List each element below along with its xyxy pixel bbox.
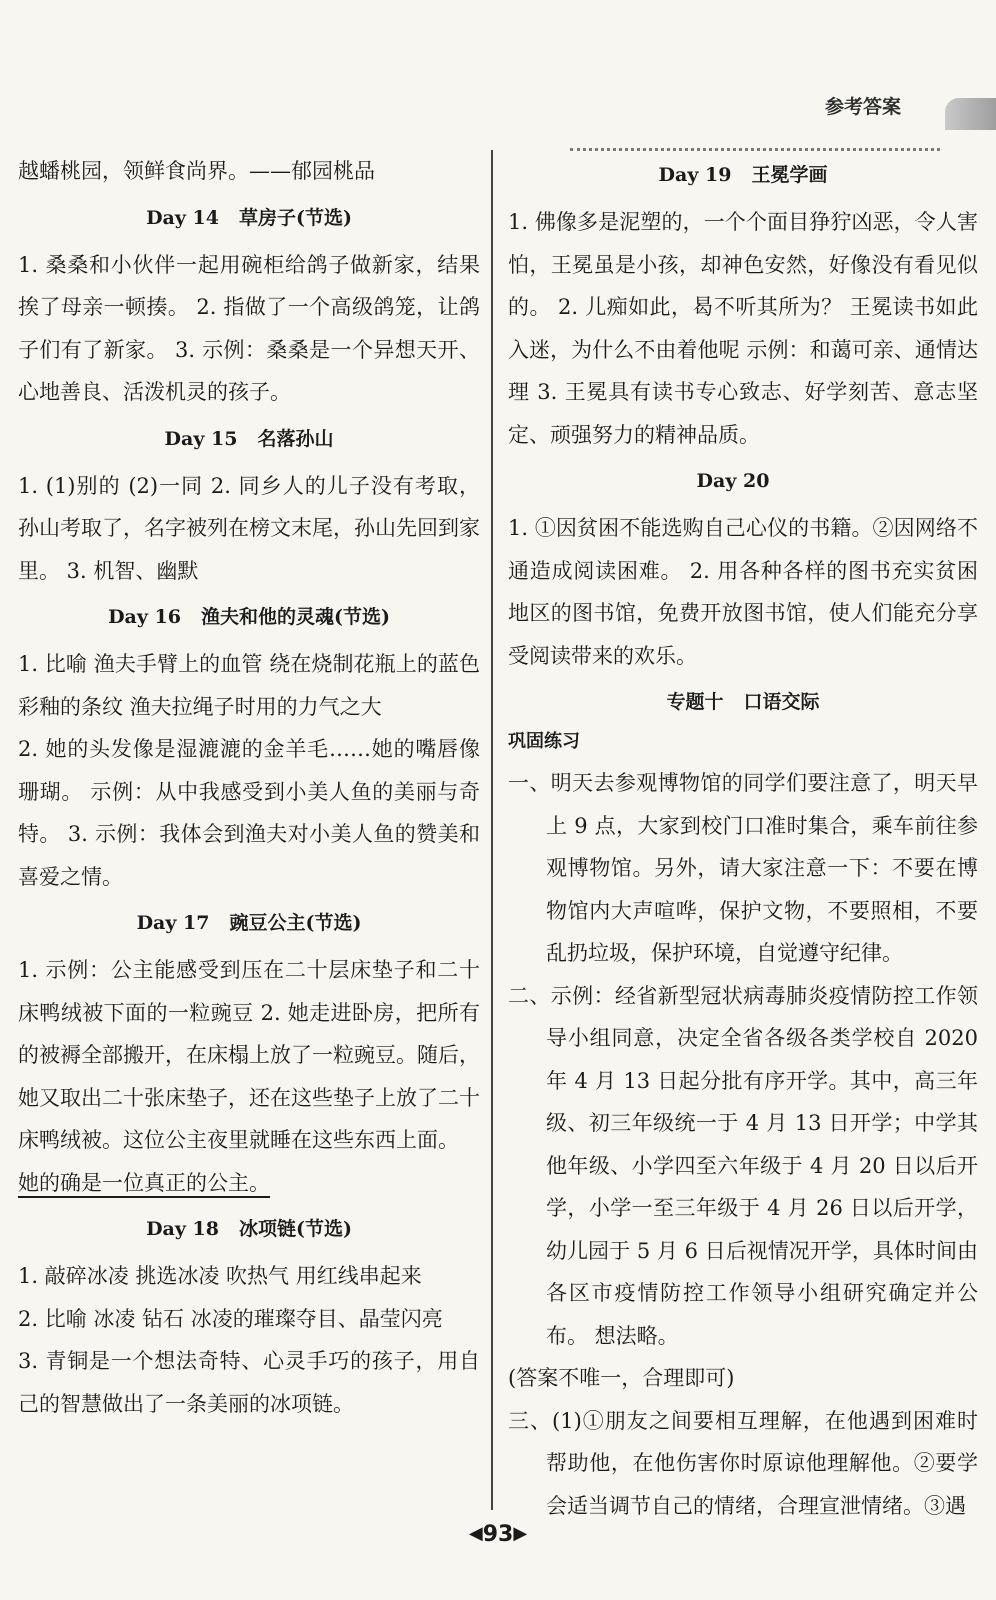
answer-item: 二、示例：经省新型冠状病毒肺炎疫情防控工作领导小组同意，决定全省各级各类学校自 2020 年 4 月 13 日起分批有序开学。其中，高三年级、初三年级统一于 4 月 13 日开学；中学其他年级、小学四至六年级于 4 月 20 日以后开学，小学一至三年级于 4 月 26 日以后开学，幼儿园于 5 月 6 日后视情况开学，具体时间由各区市疫情防控工作领导小组研究确定并公布。 想法略。 bbox=[508, 983, 978, 1348]
left-column bbox=[18, 150, 480, 1425]
section-heading-day19: Day 19 王冕学画 bbox=[658, 164, 828, 186]
answer-paragraph: 1. 桑桑和小伙伴一起用碗柜给鸽子做新家，结果挨了母亲一顿揍。 2. 指做了一个高级鸽笼，让鸽子们有了新家。 3. 示例：桑桑是一个异想天开、心地善良、活泼机灵的孩子。 bbox=[18, 252, 480, 404]
intro-line: 越蟠桃园，领鲜食尚界。——郁园桃品 bbox=[18, 159, 375, 183]
answer-item: 三、(1)①朋友之间要相互理解，在他遇到困难时帮助他，在他伤害你时原谅他理解他。②要学会适当调节自己的情绪，合理宣泄情绪。③遇 bbox=[508, 1408, 978, 1518]
section-heading-day20: Day 20 bbox=[696, 470, 770, 492]
answer-paragraph: 1. 敲碎冰凌 挑选冰凌 吹热气 用红线串起来 bbox=[18, 1264, 422, 1288]
answer-paragraph: 1. 示例：公主能感受到压在二十层床垫子和二十床鸭绒被下面的一粒豌豆 2. 她走进卧房，把所有的被褥全部搬开，在床榻上放了一粒豌豆。随后，她又取出二十张床垫子，还在这些垫子上放了二十床鸭绒被。这位公主夜里就睡在这些东西上面。 bbox=[18, 958, 480, 1152]
answer-paragraph: 2. 比喻 冰凌 钻石 冰凌的璀璨夺目、晶莹闪亮 bbox=[18, 1306, 443, 1331]
answer-paragraph: 1. 比喻 渔夫手臂上的血管 绕在烧制花瓶上的蓝色彩釉的条纹 渔夫拉绳子时用的力气之大 bbox=[18, 652, 480, 719]
answer-paragraph: 1. 佛像多是泥塑的，一个个面目狰狞凶恶，令人害怕，王冕虽是小孩，却神色安然，好像没有看见似的。 2. 儿痴如此，曷不听其所为？ 王冕读书如此入迷，为什么不由着他呢 示例：和蔼可亲、通情达理 3. 王冕具有读书专心致志、好学刻苦、意志坚定、顽强努力的精神品质。 bbox=[508, 210, 978, 447]
section-heading-day14: Day 14 草房子(节选) bbox=[146, 206, 352, 229]
subheading: 巩固练习 bbox=[508, 731, 580, 752]
answer-paragraph: 1. ①因贫困不能选购自己心仪的书籍。②因网络不通造成阅读困难。 2. 用各种各样的图书充实贫困地区的图书馆，免费开放图书馆，使人们能充分享受阅读带来的欢乐。 bbox=[508, 516, 978, 668]
next-arrow-icon: ▶ bbox=[513, 1523, 528, 1544]
answer-paragraph: 她的确是一位真正的公主。 bbox=[18, 1170, 270, 1195]
answer-paragraph: 2. 她的头发像是湿漉漉的金羊毛……她的嘴唇像珊瑚。 示例：从中我感受到小美人鱼的美丽与奇特。 3. 示例：我体会到渔夫对小美人鱼的赞美和喜爱之情。 bbox=[18, 737, 480, 889]
answer-paragraph: 3. 青铜是一个想法奇特、心灵手巧的孩子，用自己的智慧做出了一条美丽的冰项链。 bbox=[18, 1349, 480, 1416]
section-heading-day15: Day 15 名落孙山 bbox=[164, 427, 334, 450]
answer-paragraph: 1. (1)别的 (2)一同 2. 同乡人的儿子没有考取，孙山考取了，名字被列在榜文末尾，孙山先回到家里。 3. 机智、幽默 bbox=[18, 473, 480, 583]
section-heading-day17: Day 17 豌豆公主(节选) bbox=[136, 912, 362, 934]
page-number: ◀93▶ bbox=[468, 1522, 528, 1547]
right-column bbox=[508, 150, 978, 1527]
column-divider bbox=[491, 150, 493, 1510]
prev-arrow-icon: ◀ bbox=[468, 1523, 483, 1544]
answer-note: (答案不唯一，合理即可) bbox=[508, 1366, 735, 1390]
section-tab: 参考答案 bbox=[825, 96, 902, 118]
tab-decoration bbox=[945, 98, 996, 130]
topic-heading: 专题十 口语交际 bbox=[666, 691, 820, 713]
section-heading-day18: Day 18 冰项链(节选) bbox=[146, 1218, 352, 1240]
answer-item: 一、明天去参观博物馆的同学们要注意了，明天早上 9 点，大家到校门口准时集合，乘车前往参观博物馆。另外，请大家注意一下：不要在博物馆内大声喧哗，保护文物，不要照相，不要乱扔垃圾，保护环境，自觉遵守纪律。 bbox=[508, 771, 978, 965]
section-heading-day16: Day 16 渔夫和他的灵魂(节选) bbox=[108, 606, 390, 628]
